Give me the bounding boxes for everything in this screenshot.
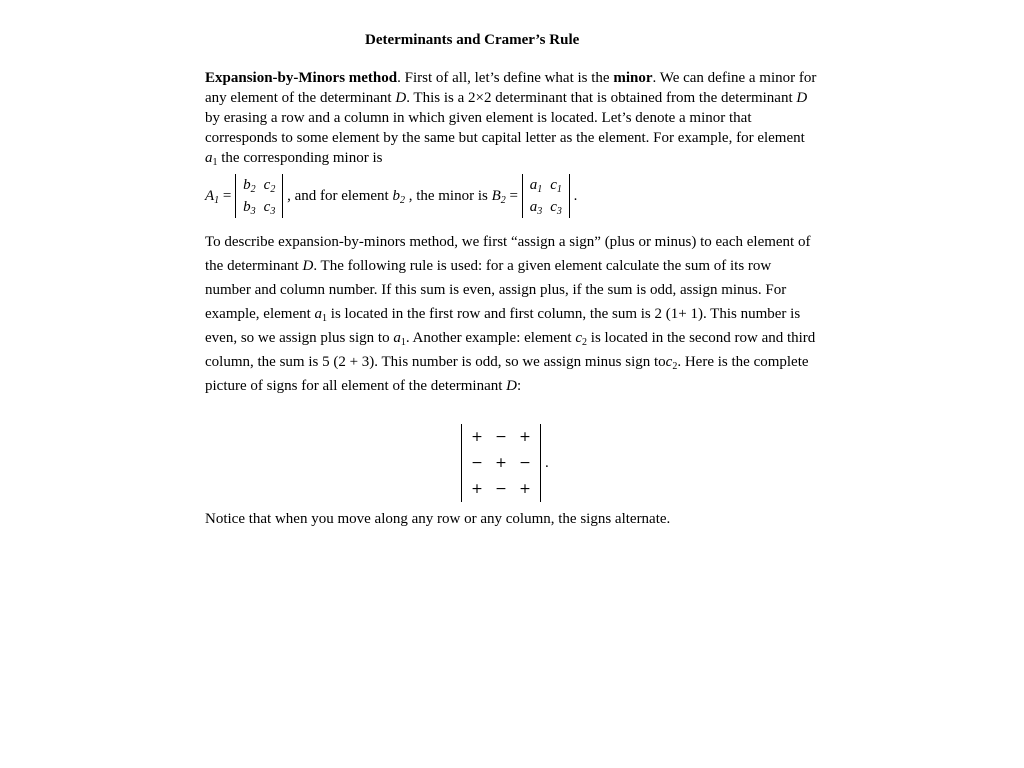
sign-matrix: + − + − + − + − + . bbox=[461, 424, 549, 502]
paragraph-sign-rule: To describe expansion-by-minors method, we first “assign a sign” (plus or minus) to each element of the determinant D. The following rule is used: for a given element calculate the sum of its row number and column number. If this sum is even, assign plus, if the sum is odd, assign minus. For example, element $a_1$ is located in the first row and first column, the sum is 2 (1+ 1). This number is even, so we assign plus sign to $a_1$. Another example: element $c_2$ is located in the second row and third column, the sum is 5 (2 + 3). This number is odd, so we assign minus sign toc$_2$. Here is the complete picture of signs for all element of the determinant D: bbox=[205, 234, 816, 394]
sign-determinant: + − + − + − + − + bbox=[461, 424, 541, 502]
minor-a1-symbol: $A_1$ = bbox=[205, 187, 232, 206]
paragraph-alternating-note: Notice that when you move along any row or any column, the signs alternate. bbox=[205, 511, 671, 527]
minor-a1-determinant: $b_2$ $c_2$ $b_3$ $c_3$ bbox=[235, 174, 283, 218]
term-minor: minor bbox=[613, 70, 653, 86]
size-2x2: 2×2 bbox=[468, 90, 492, 106]
element-b2: $b_2$ bbox=[392, 187, 405, 206]
page-title: Determinants and Cramer’s Rule bbox=[365, 32, 580, 48]
minor-b2-symbol: $B_2$ = bbox=[491, 187, 518, 206]
minor-examples-row: $A_1$ = $b_2$ $c_2$ $b_3$ $c_3$ , and for element $b_2$ , the minor is $B_2$ = $a_1$ $c_1$ $a_3$ $c_3$ . bbox=[205, 174, 817, 224]
term-expansion-by-minors: Expansion-by-Minors method bbox=[205, 70, 398, 86]
minor-b2-determinant: $a_1$ $c_1$ $a_3$ $c_3$ bbox=[522, 174, 570, 218]
paragraph-minors-definition: Expansion-by-Minors method. First of all, let’s define what is the minor. We can define a minor for any element of the determinant D. This is a 2×2 determinant that is obtained from the determinant D by erasing a row and a column in which given element is located. Let’s denote a minor that corresponds to some element by the same but capital letter as the element. For example, for element $a_1$ the corresponding minor is bbox=[205, 70, 817, 168]
